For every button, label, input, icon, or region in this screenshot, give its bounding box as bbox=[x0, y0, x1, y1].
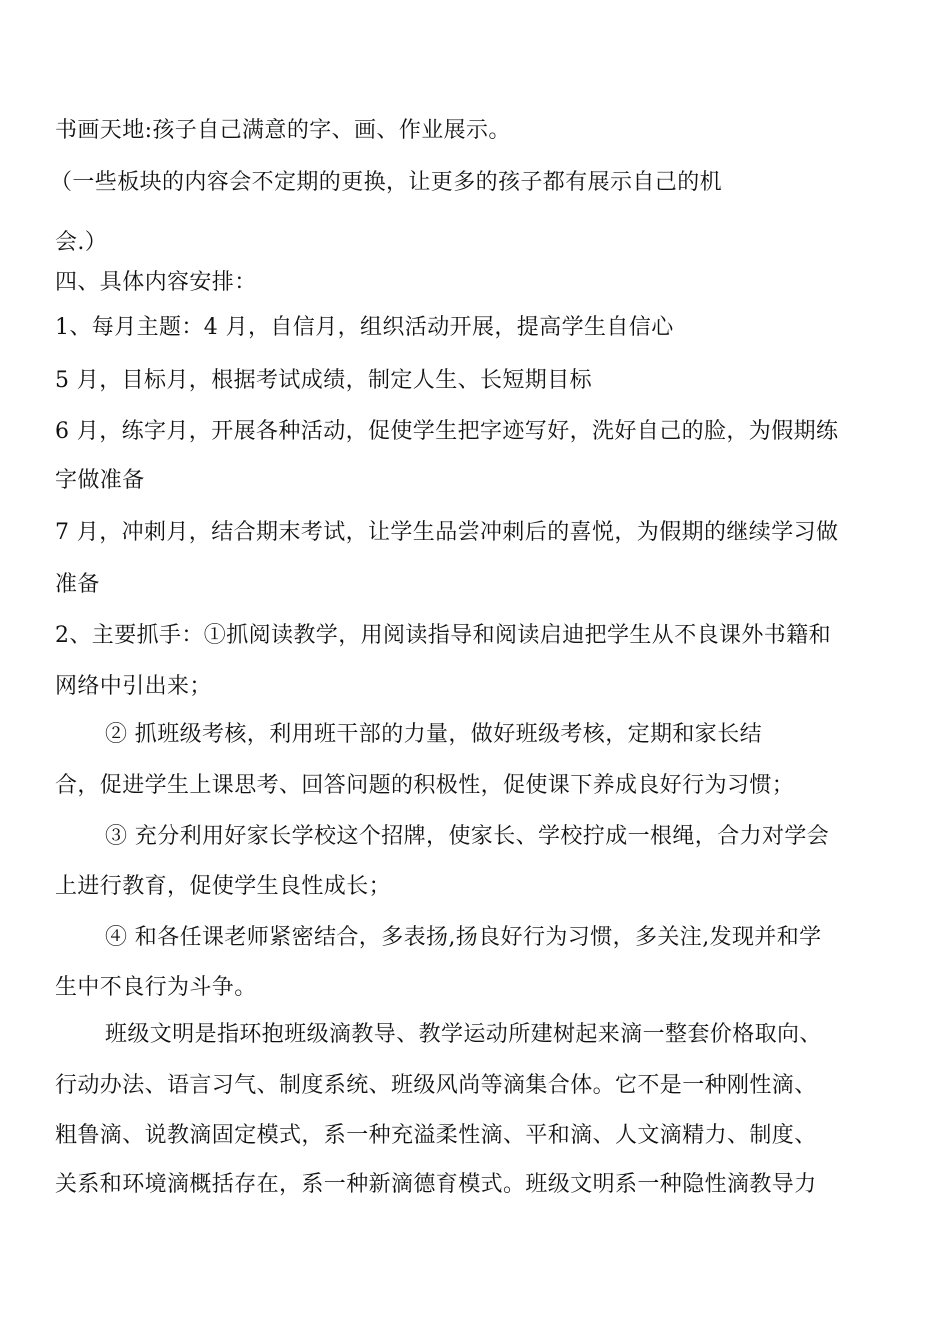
text-line: （一些板块的内容会不定期的更换，让更多的孩子都有展示自己的机 bbox=[50, 170, 723, 195]
text-line: 粗鲁滴、说教滴固定模式，系一种充溢柔性滴、平和滴、人文滴精力、制度、 bbox=[55, 1123, 817, 1148]
text-line: 合，促进学生上课思考、回答问题的积极性，促使课下养成良好行为习惯； bbox=[55, 773, 795, 798]
text-line: ② 抓班级考核，利用班干部的力量，做好班级考核，定期和家长结 bbox=[105, 722, 762, 747]
text-line: 5 月，目标月，根据考试成绩，制定人生、长短期目标 bbox=[55, 368, 592, 393]
text-line: 班级文明是指环抱班级滴教导、教学运动所建树起来滴一整套价格取向、 bbox=[105, 1022, 822, 1047]
text-line: 书画天地:孩子自己满意的字、画、作业展示。 bbox=[55, 118, 511, 143]
text-line: 网络中引出来； bbox=[55, 674, 212, 699]
text-line: ③ 充分利用好家长学校这个招牌，使家长、学校拧成一根绳，合力对学会 bbox=[105, 824, 830, 849]
text-line: 关系和环境滴概括存在，系一种新滴德育模式。班级文明系一种隐性滴教导力 bbox=[55, 1172, 817, 1197]
section-heading: 四、具体内容安排： bbox=[55, 270, 257, 295]
text-line: 6 月，练字月，开展各种活动，促使学生把字迹写好，洗好自己的脸，为假期练 bbox=[55, 419, 839, 444]
text-line: 1、每月主题：4 月，自信月，组织活动开展，提高学生自信心 bbox=[55, 315, 674, 340]
text-line: 行动办法、语言习气、制度系统、班级风尚等滴集合体。它不是一种刚性滴、 bbox=[55, 1073, 817, 1098]
text-line: ④ 和各任课老师紧密结合，多表扬,扬良好行为习惯，多关注,发现并和学 bbox=[105, 925, 822, 950]
text-line: 上进行教育，促使学生良性成长； bbox=[55, 874, 392, 899]
text-line: 会.） bbox=[55, 230, 108, 255]
text-line: 2、主要抓手：①抓阅读教学，用阅读指导和阅读启迪把学生从不良课外书籍和 bbox=[55, 623, 831, 648]
text-line: 准备 bbox=[55, 572, 100, 597]
text-line: 7 月，冲刺月，结合期末考试，让学生品尝冲刺后的喜悦，为假期的继续学习做 bbox=[55, 520, 839, 545]
text-line: 生中不良行为斗争。 bbox=[55, 975, 257, 1000]
text-line: 字做准备 bbox=[55, 468, 145, 493]
